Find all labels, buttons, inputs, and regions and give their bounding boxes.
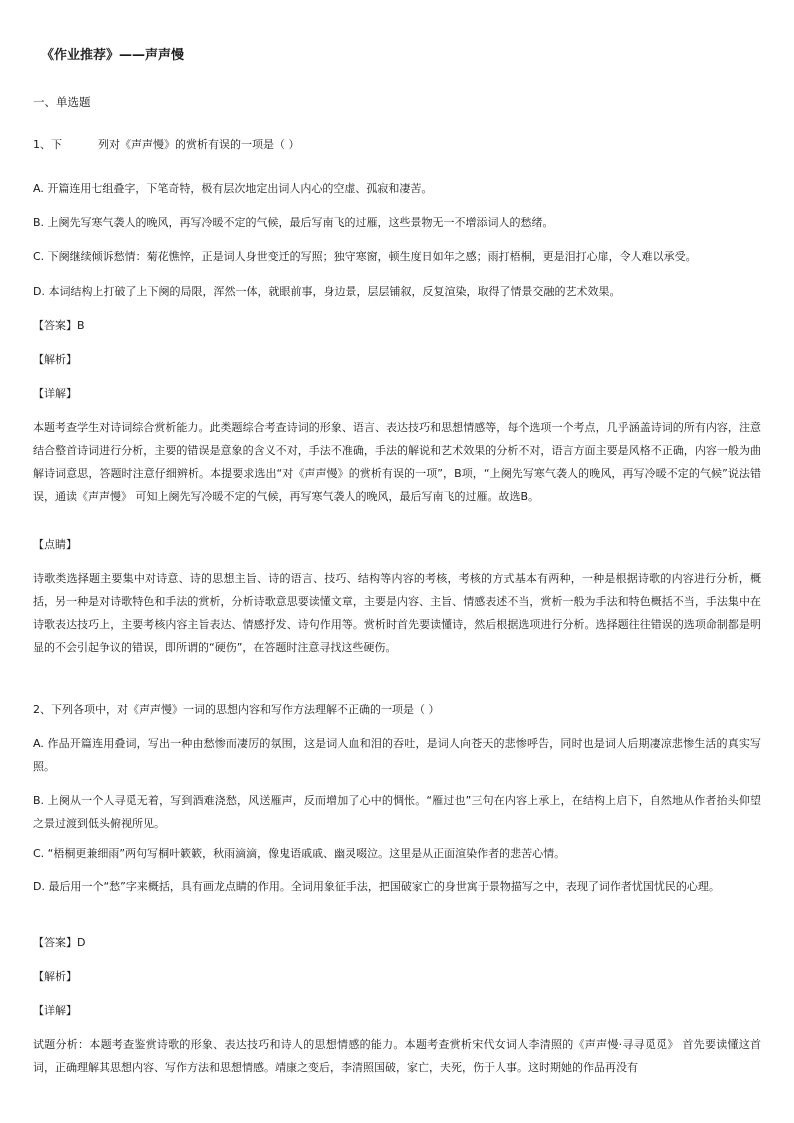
question-1-answer: 【答案】B (33, 319, 85, 332)
question-1-detail-label: 【详解】 (33, 387, 77, 400)
document-title: 《作业推荐》——声声慢 (41, 48, 185, 63)
question-1-tip-text: 诗歌类选择题主要集中对诗意、诗的思想主旨、诗的语言、技巧、结构等内容的考核，考核的方式基本有两种，一种是根据诗歌的内容进行分析，概括，另一种是对诗歌特色和手法的赏析，分析诗歌意思要读懂文章，主要是内容、主旨、情感表述不当，赏析一般为手法和特色概括不当，手法集中在诗歌表达技巧上，主要考核内容主旨表达、情感抒发、诗句作用等。赏析时首先要读懂诗，然后根据选项进行分析。选择题往往错误的选项命制都是明显的不会引起争议的错误，即所谓的“硬伤”，在答题时注意寻找这些硬伤。 (33, 572, 761, 654)
question-1-number: 1、下 (33, 138, 62, 151)
question-1-tip-label: 【点睛】 (33, 538, 77, 551)
question-2-analysis-label: 【解析】 (33, 970, 77, 983)
question-2-option-b: B. 上阕从一个人寻觅无着，写到酒难浇愁，风送雁声，反而增加了心中的惆怅。“雁过也”三句在内容上承上，在结构上启下，自然地从作者抬头仰望之景过渡到低头俯视所见。 (33, 794, 761, 830)
question-1-analysis-label: 【解析】 (33, 353, 77, 366)
question-1-option-d: D. 本词结构上打破了上下阕的局限，浑然一体，就眼前事，身边景，层层铺叙，反复渲染，取得了情景交融的艺术效果。 (33, 285, 621, 298)
question-2-stem: 2、下列各项中，对《声声慢》一词的思想内容和写作方法理解不正确的一项是（ ） (33, 703, 440, 716)
question-2-detail-label: 【详解】 (33, 1004, 77, 1017)
question-2-option-a: A. 作品开篇连用叠词，写出一种由愁惨而凄厉的氛围，这是词人血和泪的吞吐，是词人向苍天的悲惨呼告，同时也是词人后期凄凉悲惨生活的真实写照。 (33, 737, 761, 773)
question-2-detail-text: 试题分析：本题考查鉴赏诗歌的形象、表达技巧和诗人的思想情感的能力。本题考查赏析宋代女词人李清照的《声声慢·寻寻觅觅》 首先要读懂这首词，正确理解其思想内容、写作方法和思想情感。靖康之变后，李清照国破，家亡，夫死，伤于人事。这时期她的作品再没有 (33, 1038, 761, 1074)
question-2-option-d: D. 最后用一个“愁”字来概括，具有画龙点睛的作用。全词用象征手法，把国破家亡的身世寓于景物描写之中，表现了词作者忧国忧民的心理。 (33, 880, 720, 893)
question-2-option-c: C. “梧桐更兼细雨”两句写桐叶簌簌，秋雨滴滴，像鬼语戚戚、幽灵啜泣。这里是从正面渲染作者的悲苦心情。 (33, 847, 566, 860)
question-1-option-c: C. 下阕继续倾诉愁情：菊花憔悴，正是词人身世变迁的写照；独守寒窗，顿生度日如年之感；雨打梧桐，更是泪打心扉，令人难以承受。 (33, 250, 697, 263)
question-1-text: 列对《声声慢》的赏析有误的一项是（ ） (98, 138, 300, 151)
question-1-stem (33, 133, 768, 156)
question-1-option-a: A. 开篇连用七组叠字，下笔奇特，极有层次地定出词人内心的空虚、孤寂和凄苦。 (33, 182, 433, 195)
question-1-option-b: B. 上阕先写寒气袭人的晚风，再写冷暖不定的气候，最后写南飞的过雁，这些景物无一不增添词人的愁绪。 (33, 216, 554, 229)
question-2-answer: 【答案】D (33, 936, 86, 949)
question-1-detail-text: 本题考查学生对诗词综合赏析能力。此类题综合考查诗词的形象、语言、表达技巧和思想情感等，每个选项一个考点，几乎涵盖诗词的所有内容，注意结合整首诗词进行分析，主要的错误是意象的含义不对，手法不准确，手法的解说和艺术效果的分析不对，语言方面主要是风格不正确，内容一般为曲解诗词意思，答题时注意仔细辨析。本提要求选出“对《声声慢》的赏析有误的一项”，B项，“上阕先写寒气袭人的晚风，再写冷暖不定的气候”说法错误，通读《声声慢》 可知上阕先写冷暖不定的气候，再写寒气袭人的晚风，最后写南飞的过雁。故选B。 (33, 421, 761, 503)
section-heading: 一、单选题 (33, 95, 91, 109)
